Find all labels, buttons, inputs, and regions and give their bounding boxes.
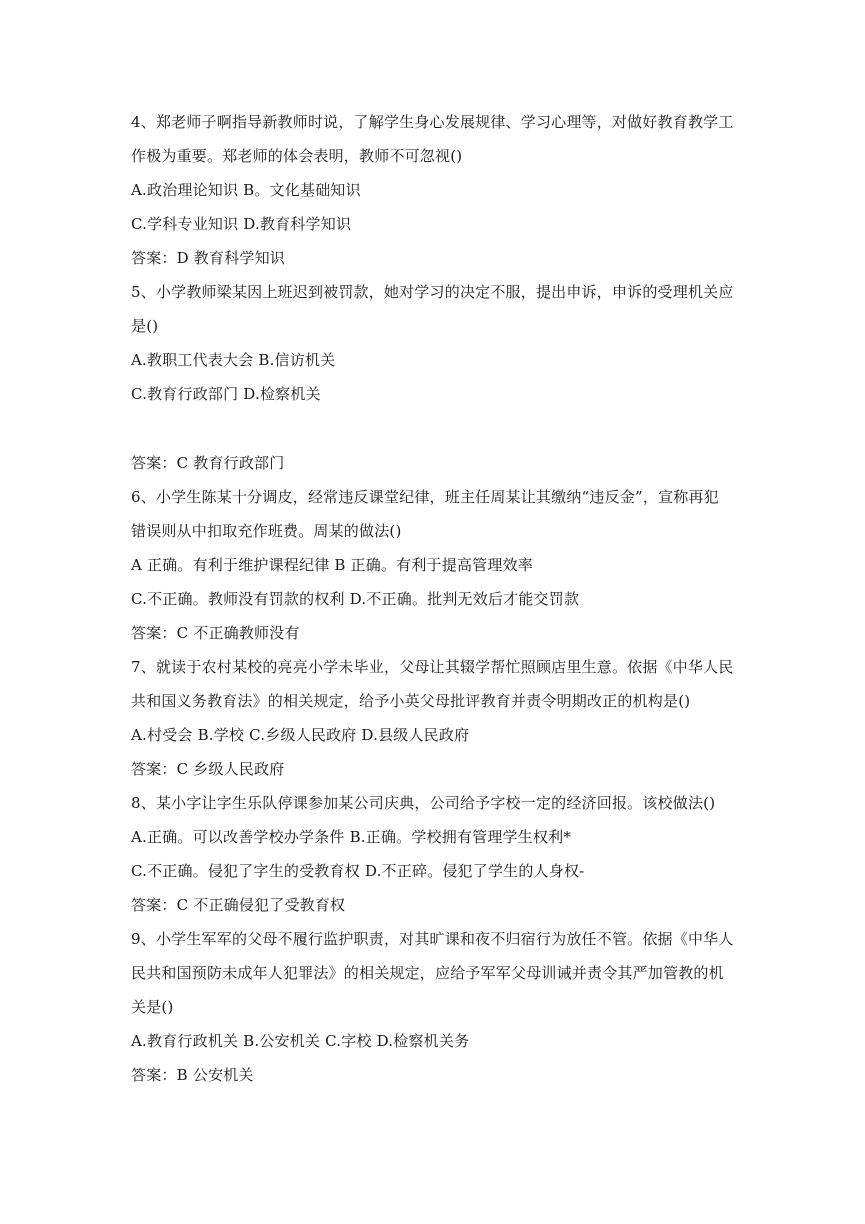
question-7-answer: 答案：C 乡级人民政府 <box>131 760 285 778</box>
question-9-options: A.教育行政机关 B.公安机关 C.字校 D.检察机关务 <box>131 1032 470 1050</box>
question-5-options-cd: C.教育行政部门 D.检察机关 <box>131 385 321 403</box>
question-8-answer: 答案：C 不正确侵犯了受教育权 <box>131 896 346 914</box>
question-4-text-cont: 作极为重要。郑老师的体会表明，教师不可忽视() <box>131 147 463 165</box>
question-7-options: A.村受会 B.学校 C.乡级人民政府 D.县级人民政府 <box>131 726 470 744</box>
question-5-text-cont: 是() <box>131 317 159 335</box>
question-7-text: 7、就读于农村某校的亮亮小学未毕业，父母让其辍学帮忙照顾店里生意。依据《中华人民 <box>131 658 734 676</box>
question-9-text-cont-2: 关是() <box>131 998 174 1016</box>
question-4-text: 4、郑老师子啊指导新教师时说，了解学生身心发展规律、学习心理等，对做好教育教学工 <box>131 113 734 131</box>
question-8-text: 8、某小字让字生乐队停课参加某公司庆典，公司给予字校一定的经济回报。该校做法() <box>131 794 716 812</box>
question-5-text: 5、小学教师梁某因上班迟到被罚款，她对学习的决定不服，提出申诉，申诉的受理机关应 <box>131 283 734 301</box>
question-9-answer: 答案：B 公安机关 <box>131 1066 254 1084</box>
question-6-options-cd: C.不正确。教师没有罚款的权利 D.不正确。批判无效后才能交罚款 <box>131 590 580 608</box>
question-4-options-ab: A.政治理论知识 B。文化基础知识 <box>131 181 361 199</box>
question-7-text-cont: 共和国义务教育法》的相关规定，给予小英父母批评教育并责令明期改正的机构是() <box>131 692 691 710</box>
question-6-text-cont: 错误则从中扣取充作班费。周某的做法() <box>131 522 402 540</box>
question-4-answer: 答案：D 教育科学知识 <box>131 249 285 267</box>
question-5-answer: 答案：C 教育行政部门 <box>131 454 285 472</box>
question-6-text: 6、小学生陈某十分调皮，经常违反课堂纪律，班主任周某让其缴纳“违反金”，宣称再犯 <box>131 488 719 506</box>
question-6-answer: 答案：C 不正确教师没有 <box>131 624 300 642</box>
question-5-options-ab: A.教职工代表大会 B.信访机关 <box>131 351 336 369</box>
question-9-text: 9、小学生军军的父母不履行监护职责，对其旷课和夜不归宿行为放任不管。依据《中华人 <box>131 930 734 948</box>
question-4-options-cd: C.学科专业知识 D.教育科学知识 <box>131 215 352 233</box>
question-8-options-ab: A.正确。可以改善学校办学条件 B.正确。学校拥有管理学生权利* <box>131 828 572 846</box>
question-6-options-ab: A 正确。有利于维护课程纪律 B 正确。有利于提高管理效率 <box>131 556 533 574</box>
question-9-text-cont: 民共和国预防未成年人犯罪法》的相关规定，应给予军军父母训诫并责令其严加管教的机 <box>131 964 724 982</box>
question-8-options-cd: C.不正确。侵犯了字生的受教育权 D.不正碎。侵犯了学生的人身权- <box>131 862 585 880</box>
